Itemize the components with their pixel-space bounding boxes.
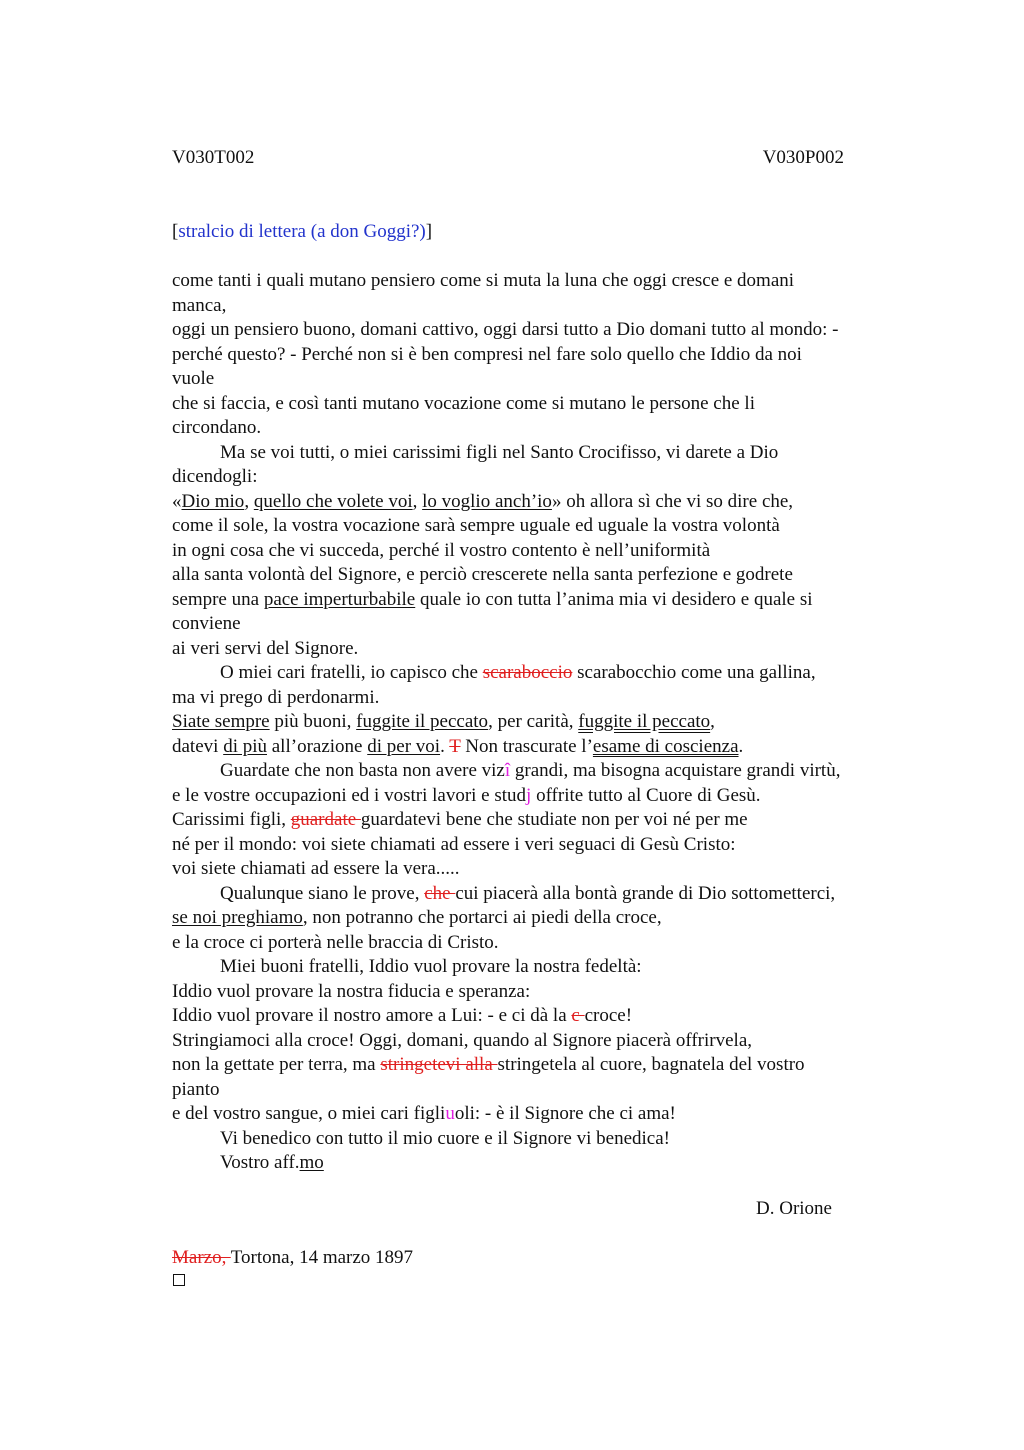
text-line: in ogni cosa che vi succeda, perché il vostro contento è nell’uniformità bbox=[172, 539, 711, 561]
deleted-text: stringetevi alla bbox=[380, 1054, 498, 1075]
text-run: . bbox=[738, 735, 744, 757]
inserted-text: î bbox=[504, 760, 511, 781]
text-run: , bbox=[412, 490, 423, 512]
text-run: , bbox=[710, 711, 715, 732]
text-line bbox=[172, 1004, 912, 1029]
text-line bbox=[172, 759, 912, 784]
text-run: , per carità, bbox=[488, 711, 579, 732]
text-run: guardatevi bene che studiate non per voi né per me bbox=[360, 809, 748, 830]
text-line: dicendogli: bbox=[172, 466, 258, 487]
text-line: alla santa volontà del Signore, e perciò crescerete nella santa perfezione e godrete bbox=[172, 564, 793, 585]
text-line: come il sole, la vostra vocazione sarà sempre uguale ed uguale la vostra volontà bbox=[172, 515, 780, 536]
inserted-text: j bbox=[526, 784, 532, 806]
text-run: Carissimi figli, bbox=[172, 809, 291, 830]
title-bracket-close: ] bbox=[425, 221, 433, 242]
text-line: ai veri servi del Signore. bbox=[172, 637, 359, 659]
text-line: manca, bbox=[172, 294, 227, 316]
text-line: conviene bbox=[172, 613, 241, 634]
deleted-text: che bbox=[424, 882, 456, 904]
deleted-text: c bbox=[571, 1005, 585, 1026]
text-run: Iddio vuol provare il nostro amore a Lui: - e ci dà la bbox=[172, 1005, 572, 1026]
text-line: Vi benedico con tutto il mio cuore e il Signore vi benedica! bbox=[220, 1127, 670, 1149]
text-line bbox=[172, 588, 912, 613]
underlined-text: quello che volete voi bbox=[253, 490, 413, 512]
text-line: e la croce ci porterà nelle braccia di Cristo. bbox=[172, 931, 499, 953]
text-line bbox=[172, 661, 912, 686]
text-line: circondano. bbox=[172, 417, 262, 438]
text-run: « bbox=[172, 490, 182, 512]
double-underlined-text: esame di coscienza bbox=[592, 735, 739, 757]
text-line bbox=[172, 490, 912, 515]
text-line bbox=[172, 784, 912, 809]
text-line bbox=[172, 882, 912, 907]
text-line: oggi un pensiero buono, domani cattivo, oggi darsi tutto a Dio domani tutto al mondo: - bbox=[172, 319, 839, 340]
text-line: Miei buoni fratelli, Iddio vuol provare la nostra fedeltà: bbox=[220, 956, 642, 977]
text-run: non la gettate per terra, ma bbox=[172, 1054, 381, 1075]
title-text: stralcio di lettera (a don Goggi?) bbox=[178, 221, 426, 242]
text-run: O miei cari fratelli, io capisco che bbox=[220, 662, 483, 683]
letter-body bbox=[172, 269, 912, 1176]
text-run: stringetela al cuore, bagnatela del vostro bbox=[497, 1054, 805, 1075]
text-run: Non trascurate l’ bbox=[460, 735, 593, 757]
text-line: che si faccia, e così tanti mutano vocazione come si mutano le persone che li bbox=[172, 392, 755, 414]
deleted-text: scaraboccio bbox=[482, 662, 573, 683]
signature: D. Orione bbox=[756, 1198, 832, 1219]
text-line bbox=[172, 808, 912, 833]
text-run: , non potranno che portarci ai piedi della croce, bbox=[302, 907, 662, 928]
text-line bbox=[172, 1151, 912, 1176]
text-line: voi siete chiamati ad essere la vera..... bbox=[172, 858, 460, 879]
text-line bbox=[172, 1102, 912, 1127]
document-code-left: V030T002 bbox=[172, 147, 255, 168]
deleted-text: Marzo, bbox=[172, 1247, 231, 1268]
text-run: datevi bbox=[172, 735, 224, 757]
text-run: oli: - è il Signore che ci ama! bbox=[454, 1103, 676, 1124]
text-run: cui piacerà alla bontà grande di Dio sottometterci, bbox=[455, 882, 836, 904]
underlined-text: Dio mio bbox=[181, 490, 245, 512]
underlined-text: pace imperturbabile bbox=[263, 588, 416, 610]
inserted-text: u bbox=[445, 1103, 455, 1124]
text-line: né per il mondo: voi siete chiamati ad essere i veri seguaci di Gesù Cristo: bbox=[172, 833, 736, 855]
text-line: come tanti i quali mutano pensiero come si muta la luna che oggi cresce e domani bbox=[172, 270, 795, 291]
text-line bbox=[172, 1053, 912, 1078]
text-run: offrite tutto al Cuore di Gesù. bbox=[531, 784, 761, 806]
document-code-right: V030P002 bbox=[762, 147, 844, 168]
underlined-text: fuggite il peccato bbox=[356, 711, 489, 732]
text-line: vuole bbox=[172, 368, 215, 389]
underlined-text: di più bbox=[223, 735, 267, 757]
date-text: Tortona, 14 marzo 1897 bbox=[230, 1247, 414, 1268]
underlined-text: se noi preghiamo bbox=[172, 907, 303, 928]
text-run: quale io con tutta l’anima mia vi desidero e quale si bbox=[415, 588, 813, 610]
double-underlined-text: fuggite il peccato bbox=[578, 711, 711, 732]
text-run: , bbox=[244, 490, 254, 512]
text-run: Vostro aff. bbox=[220, 1152, 300, 1173]
text-run: Qualunque siano le prove, bbox=[220, 882, 425, 904]
checkbox-square-icon bbox=[173, 1274, 185, 1286]
text-line: Stringiamoci alla croce! Oggi, domani, quando al Signore piacerà offrirvela, bbox=[172, 1029, 753, 1051]
date-line bbox=[172, 1246, 413, 1270]
text-run: grandi, ma bisogna acquistare grandi virtù, bbox=[510, 760, 841, 781]
underlined-text: mo bbox=[299, 1152, 324, 1173]
text-line: Ma se voi tutti, o miei carissimi figli nel Santo Crocifisso, vi darete a Dio bbox=[220, 441, 779, 463]
text-run: all’orazione bbox=[267, 735, 368, 757]
text-run: più buoni, bbox=[269, 711, 357, 732]
text-run: » oh allora sì che vi so dire che, bbox=[551, 490, 794, 512]
deleted-text: T bbox=[449, 735, 461, 757]
text-run: scarabocchio come una gallina, bbox=[572, 662, 816, 683]
deleted-text: guardate bbox=[290, 809, 361, 830]
text-run: e le vostre occupazioni ed i vostri lavori e stud bbox=[172, 784, 527, 806]
letter-title bbox=[172, 220, 432, 244]
text-run: Guardate che non basta non avere viz bbox=[220, 760, 505, 781]
underlined-text: Siate sempre bbox=[172, 711, 270, 732]
text-line: pianto bbox=[172, 1078, 220, 1100]
text-line bbox=[172, 710, 912, 735]
text-run: sempre una bbox=[172, 588, 264, 610]
text-line: perché questo? - Perché non si è ben compresi nel fare solo quello che Iddio da noi bbox=[172, 343, 802, 365]
text-line bbox=[172, 906, 912, 931]
text-line: Iddio vuol provare la nostra fiducia e speranza: bbox=[172, 980, 531, 1002]
text-run: e del vostro sangue, o miei cari figli bbox=[172, 1103, 446, 1124]
underlined-text: lo voglio anch’io bbox=[422, 490, 552, 512]
underlined-text: di per voi bbox=[367, 735, 441, 757]
title-bracket-open: [ bbox=[172, 221, 179, 242]
text-line bbox=[172, 735, 912, 760]
text-run: . bbox=[440, 735, 450, 757]
text-line: ma vi prego di perdonarmi. bbox=[172, 686, 380, 708]
text-run: croce! bbox=[584, 1005, 633, 1026]
